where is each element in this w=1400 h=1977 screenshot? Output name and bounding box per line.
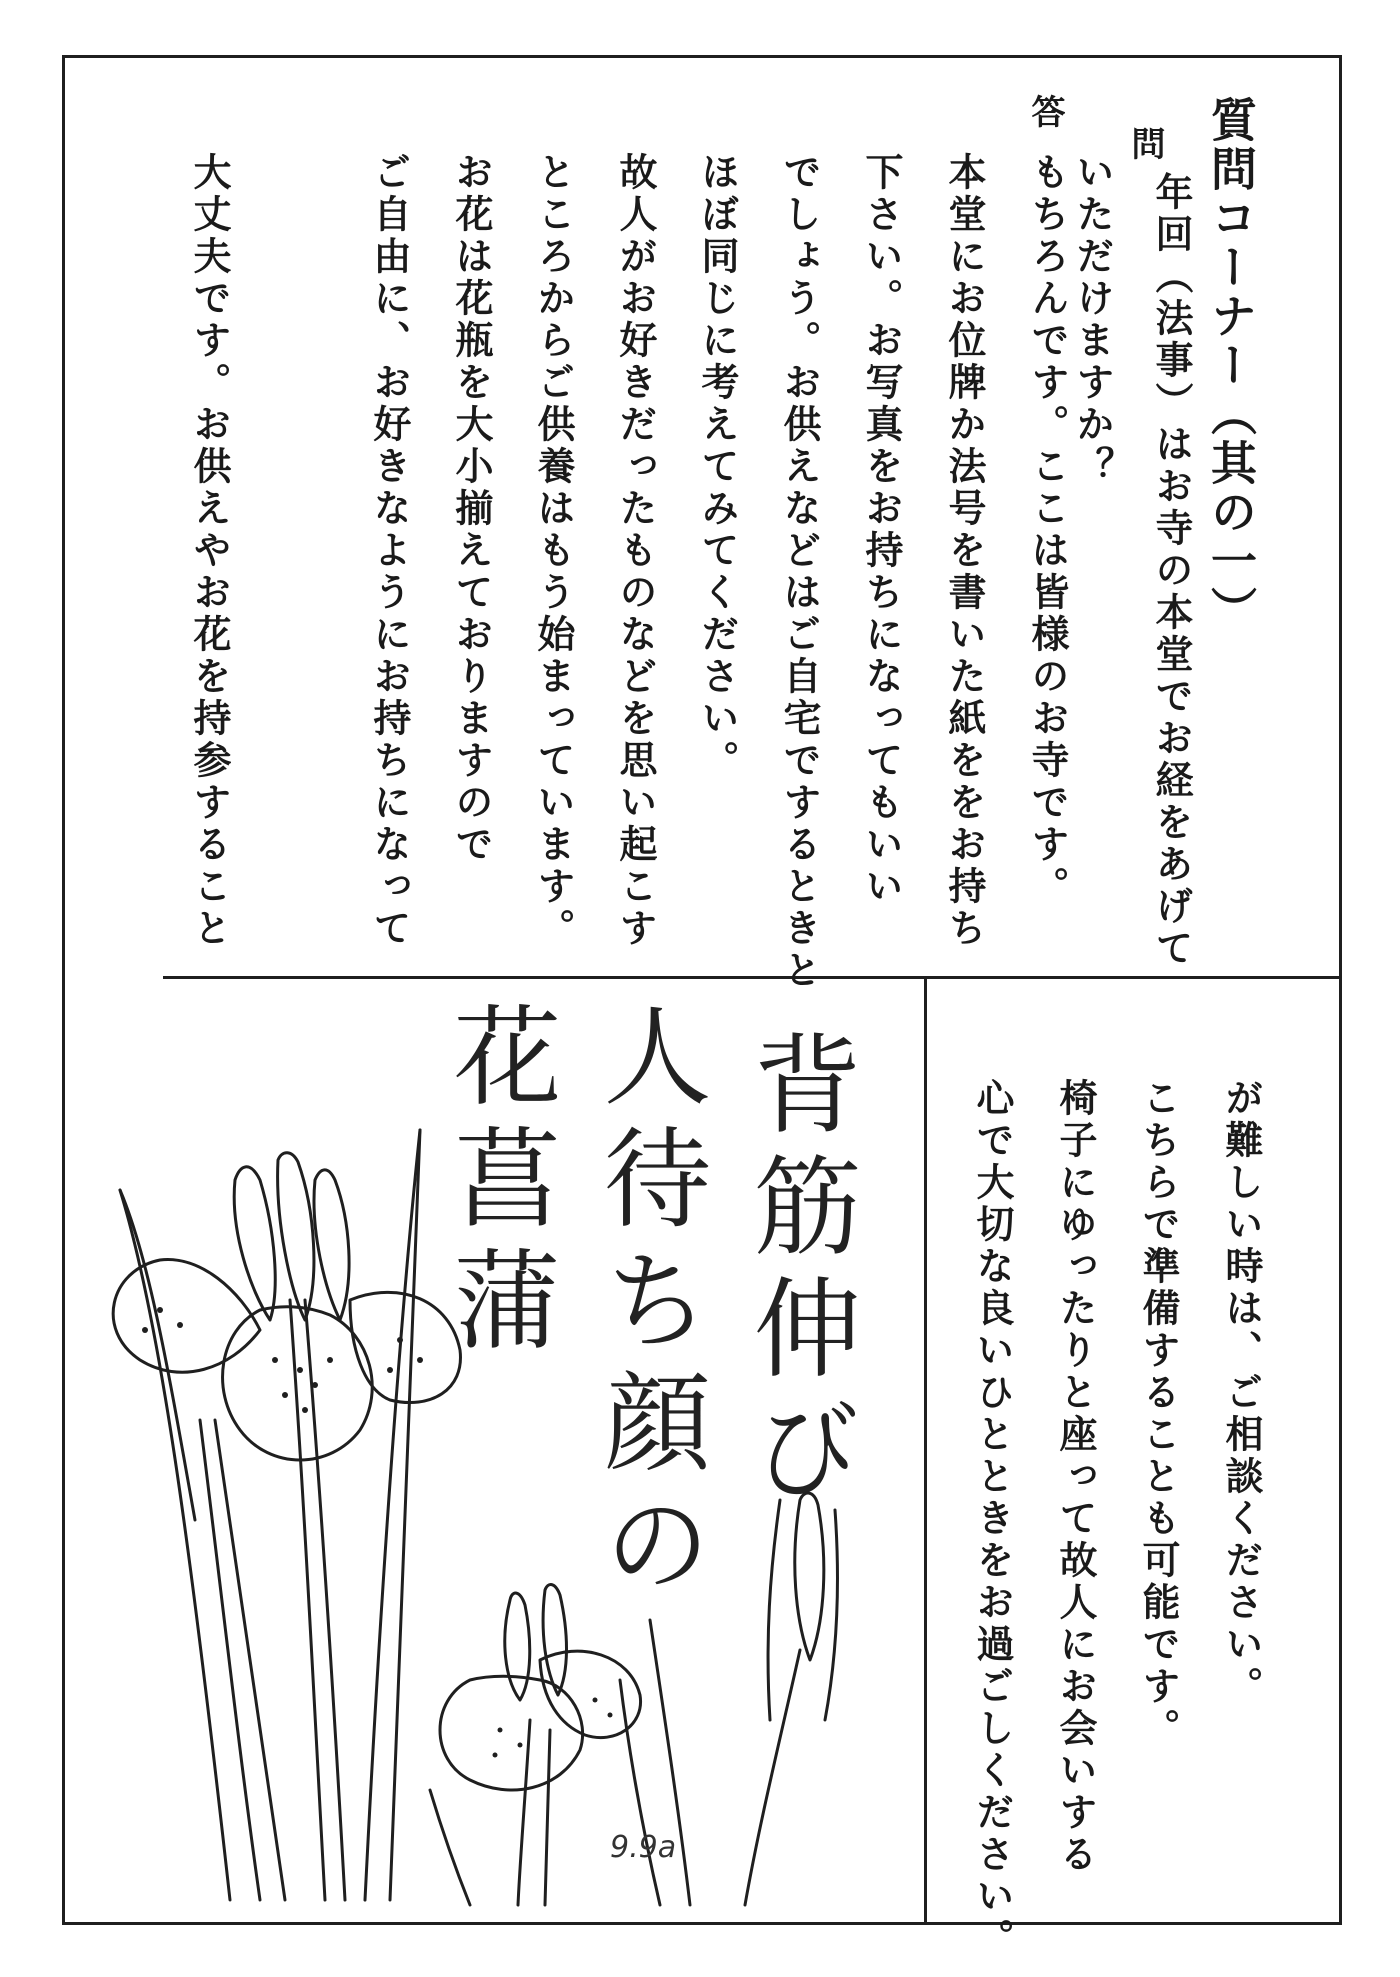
leaf (290, 1300, 325, 1900)
petal (278, 1153, 314, 1320)
leaf (305, 1300, 345, 1900)
leaf (745, 1650, 800, 1905)
haiku-line-2: 人待ち顔の (585, 1000, 710, 1610)
leaf (825, 1510, 838, 1720)
petal (314, 1170, 349, 1320)
haiku-line-3: 花菖蒲 (435, 1000, 560, 1366)
petal (223, 1307, 373, 1460)
question-label: 問 (1125, 126, 1165, 160)
petal (543, 1585, 566, 1695)
page-title: 質問コーナー（其の一） (1204, 96, 1258, 635)
leaf (430, 1790, 470, 1905)
artist-signature: 9.9a (610, 1830, 677, 1865)
petal (234, 1167, 275, 1320)
petal (440, 1676, 583, 1790)
leaf (365, 1130, 420, 1900)
answer-continued-line-3: 椅子にゆったりと座って故人にお会いする (1053, 1078, 1098, 1876)
answer-label: 答 (1025, 94, 1065, 128)
answer-continued-line-4: 心で大切な良いひとときをお過ごしください。 (970, 1078, 1015, 1960)
answer-line-9: ご自由に、お好きなようにお持ちになって (367, 152, 412, 950)
stem (545, 1730, 550, 1905)
leaf (390, 1130, 420, 1900)
petal (113, 1260, 260, 1373)
petal (505, 1593, 530, 1700)
answer-line-1: もちろんです。ここは皆様のお寺です。 (1025, 152, 1070, 908)
horizontal-divider (163, 976, 1341, 979)
leaf (120, 1190, 230, 1900)
stem (518, 1720, 530, 1905)
haiku-line-1: 背筋伸び (735, 1028, 860, 1516)
question-line-2: いただけますか？ (1070, 152, 1115, 488)
petal (350, 1292, 460, 1402)
answer-continued-line-1: が難しい時は、ご相談ください。 (1219, 1078, 1264, 1708)
answer-line-2: 本堂にお位牌か法号を書いた紙ををお持ち (942, 152, 987, 950)
question-line-1: 年回（法事）はお寺の本堂でお経をあげて (1149, 172, 1194, 970)
answer-continued-line-2: こちらで準備することも可能です。 (1136, 1078, 1181, 1750)
answer-line-6: 故人がお好きだったものなどを思い起こす (613, 152, 658, 950)
answer-line-3: 下さい。お写真をお持ちになってもいい (859, 152, 904, 908)
answer-line-10: 大丈夫です。お供えやお花を持参すること (187, 152, 232, 950)
leaf (768, 1500, 780, 1720)
bud (795, 1493, 824, 1660)
answer-line-5: ほぼ同じに考えてみてください。 (695, 152, 740, 782)
leaf (620, 1680, 660, 1905)
answer-line-7: ところからご供養はもう始まっています。 (531, 152, 576, 950)
iris-illustration (100, 1120, 900, 1910)
answer-line-4: でしょう。お供えなどはご自宅でするときと (777, 152, 822, 992)
answer-line-8: お花は花瓶を大小揃えておりますので (449, 152, 494, 866)
vertical-divider (924, 978, 927, 1923)
